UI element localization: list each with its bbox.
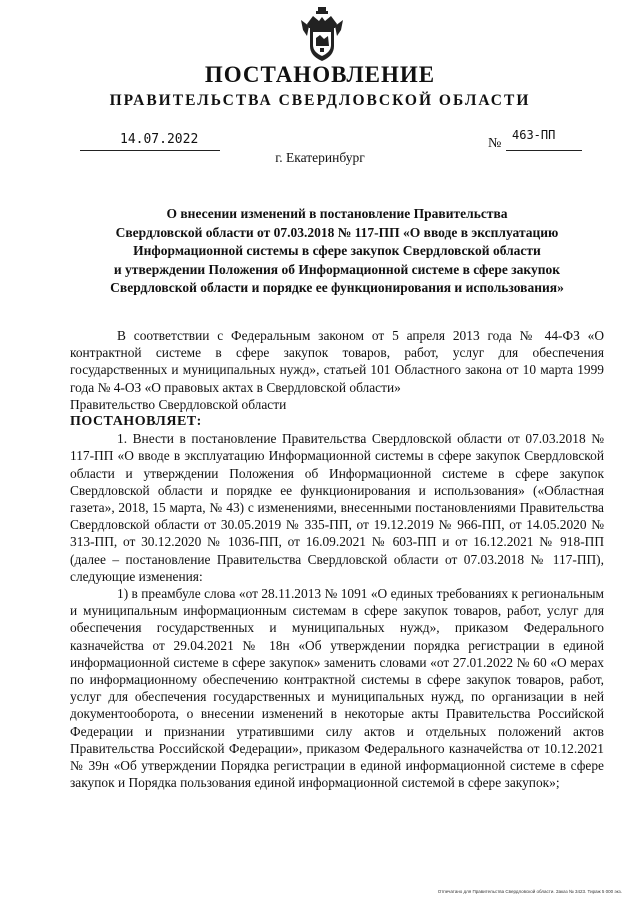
coat-of-arms-icon [299, 6, 345, 64]
item-1-1-paragraph: 1) в преамбуле слова «от 28.11.2013 № 1091 «О единых требованиях к региональным и муниципальным информационным системам в сфере закупок товаров, работ, услуг для обеспечения государственных и муниципальных нужд», приказом Федерального казначейства от 29.04.2021 № 18н «Об утверждении порядка регистрации в единой информационной системе в сфере закупок» заменить словами «от 27.01.2022 № 60 «О мерах по информационному обеспечению контрактной системы в сфере закупок товаров, работ, услуг для обеспечения государственных и муниципальных нужд, по организации в ней документооборота, о внесении изменений в некоторые акты Правительства Российской Федерации и признании утратившими силу актов и отдельных положений актов Правительства Российской Федерации», приказом Федерального казначейства от 10.12.2021 № 39н «Об утверждении Порядка регистрации в единой информационной системе в сфере закупок и Порядка пользования единой информационной системой в сфере закупок»; [70, 586, 604, 791]
document-body [70, 327, 604, 791]
document-title [70, 205, 604, 298]
number-label: № [488, 136, 502, 151]
government-line: Правительство Свердловской области [70, 396, 287, 412]
document-title-line: Свердловской области от 07.03.2018 № 117-ПП «О вводе в эксплуатацию [115, 224, 559, 240]
issuer-subtitle: ПРАВИТЕЛЬСТВА СВЕРДЛОВСКОЙ ОБЛАСТИ [109, 92, 531, 109]
document-title-line: Свердловской области и порядке ее функционирования и использования» [110, 280, 564, 295]
document-number: 463-ПП [512, 128, 556, 142]
intro-paragraph: В соответствии с Федеральным законом от 5 апреля 2013 года № 44-ФЗ «О контрактной системе в сфере закупок товаров, работ, услуг для обеспечения государственных и муниципальных нужд», статьей 101 Областного закона от 10 марта 1999 года № 4-ОЗ «О правовых актах в Свердловской области» [70, 328, 604, 395]
item-1-paragraph: 1. Внести в постановление Правительства Свердловской области от 07.03.2018 № 117-ПП «О вводе в эксплуатацию Информационной системы в сфере закупок Свердловской области и утверждении Положения об Информационной системе в сфере закупок Свердловской области и порядке ее функционирования и использования» («Областная газета», 2018, 15 марта, № 43) с изменениями, внесенными постановлениями Правительства Свердловской области от 30.05.2019 № 335-ПП, от 19.12.2019 № 966-ПП, от 14.05.2020 № 313-ПП, от 30.12.2020 № 1036-ПП, от 16.09.2021 № 603-ПП и от 16.12.2021 № 918-ПП (далее – постановление Правительства Свердловской области от 07.03.2018 № 117-ПП), следующие изменения: [70, 431, 604, 584]
resolves-heading: ПОСТАНОВЛЯЕТ: [70, 414, 202, 430]
document-date: 14.07.2022 [120, 132, 199, 147]
print-footer: Отпечатано для Правительства Свердловской области. Заказ № 3423. Тираж 5 000 экз. [437, 889, 622, 894]
document-type-title: ПОСТАНОВЛЕНИЕ [204, 62, 436, 87]
city: г. Екатеринбург [275, 150, 365, 165]
document-title-line: и утверждении Положения об Информационной системе в сфере закупок [113, 261, 561, 277]
document-title-line: Информационной системы в сфере закупок Свердловской области [133, 243, 541, 258]
document-title-line: О внесении изменений в постановление Правительства [166, 206, 508, 221]
